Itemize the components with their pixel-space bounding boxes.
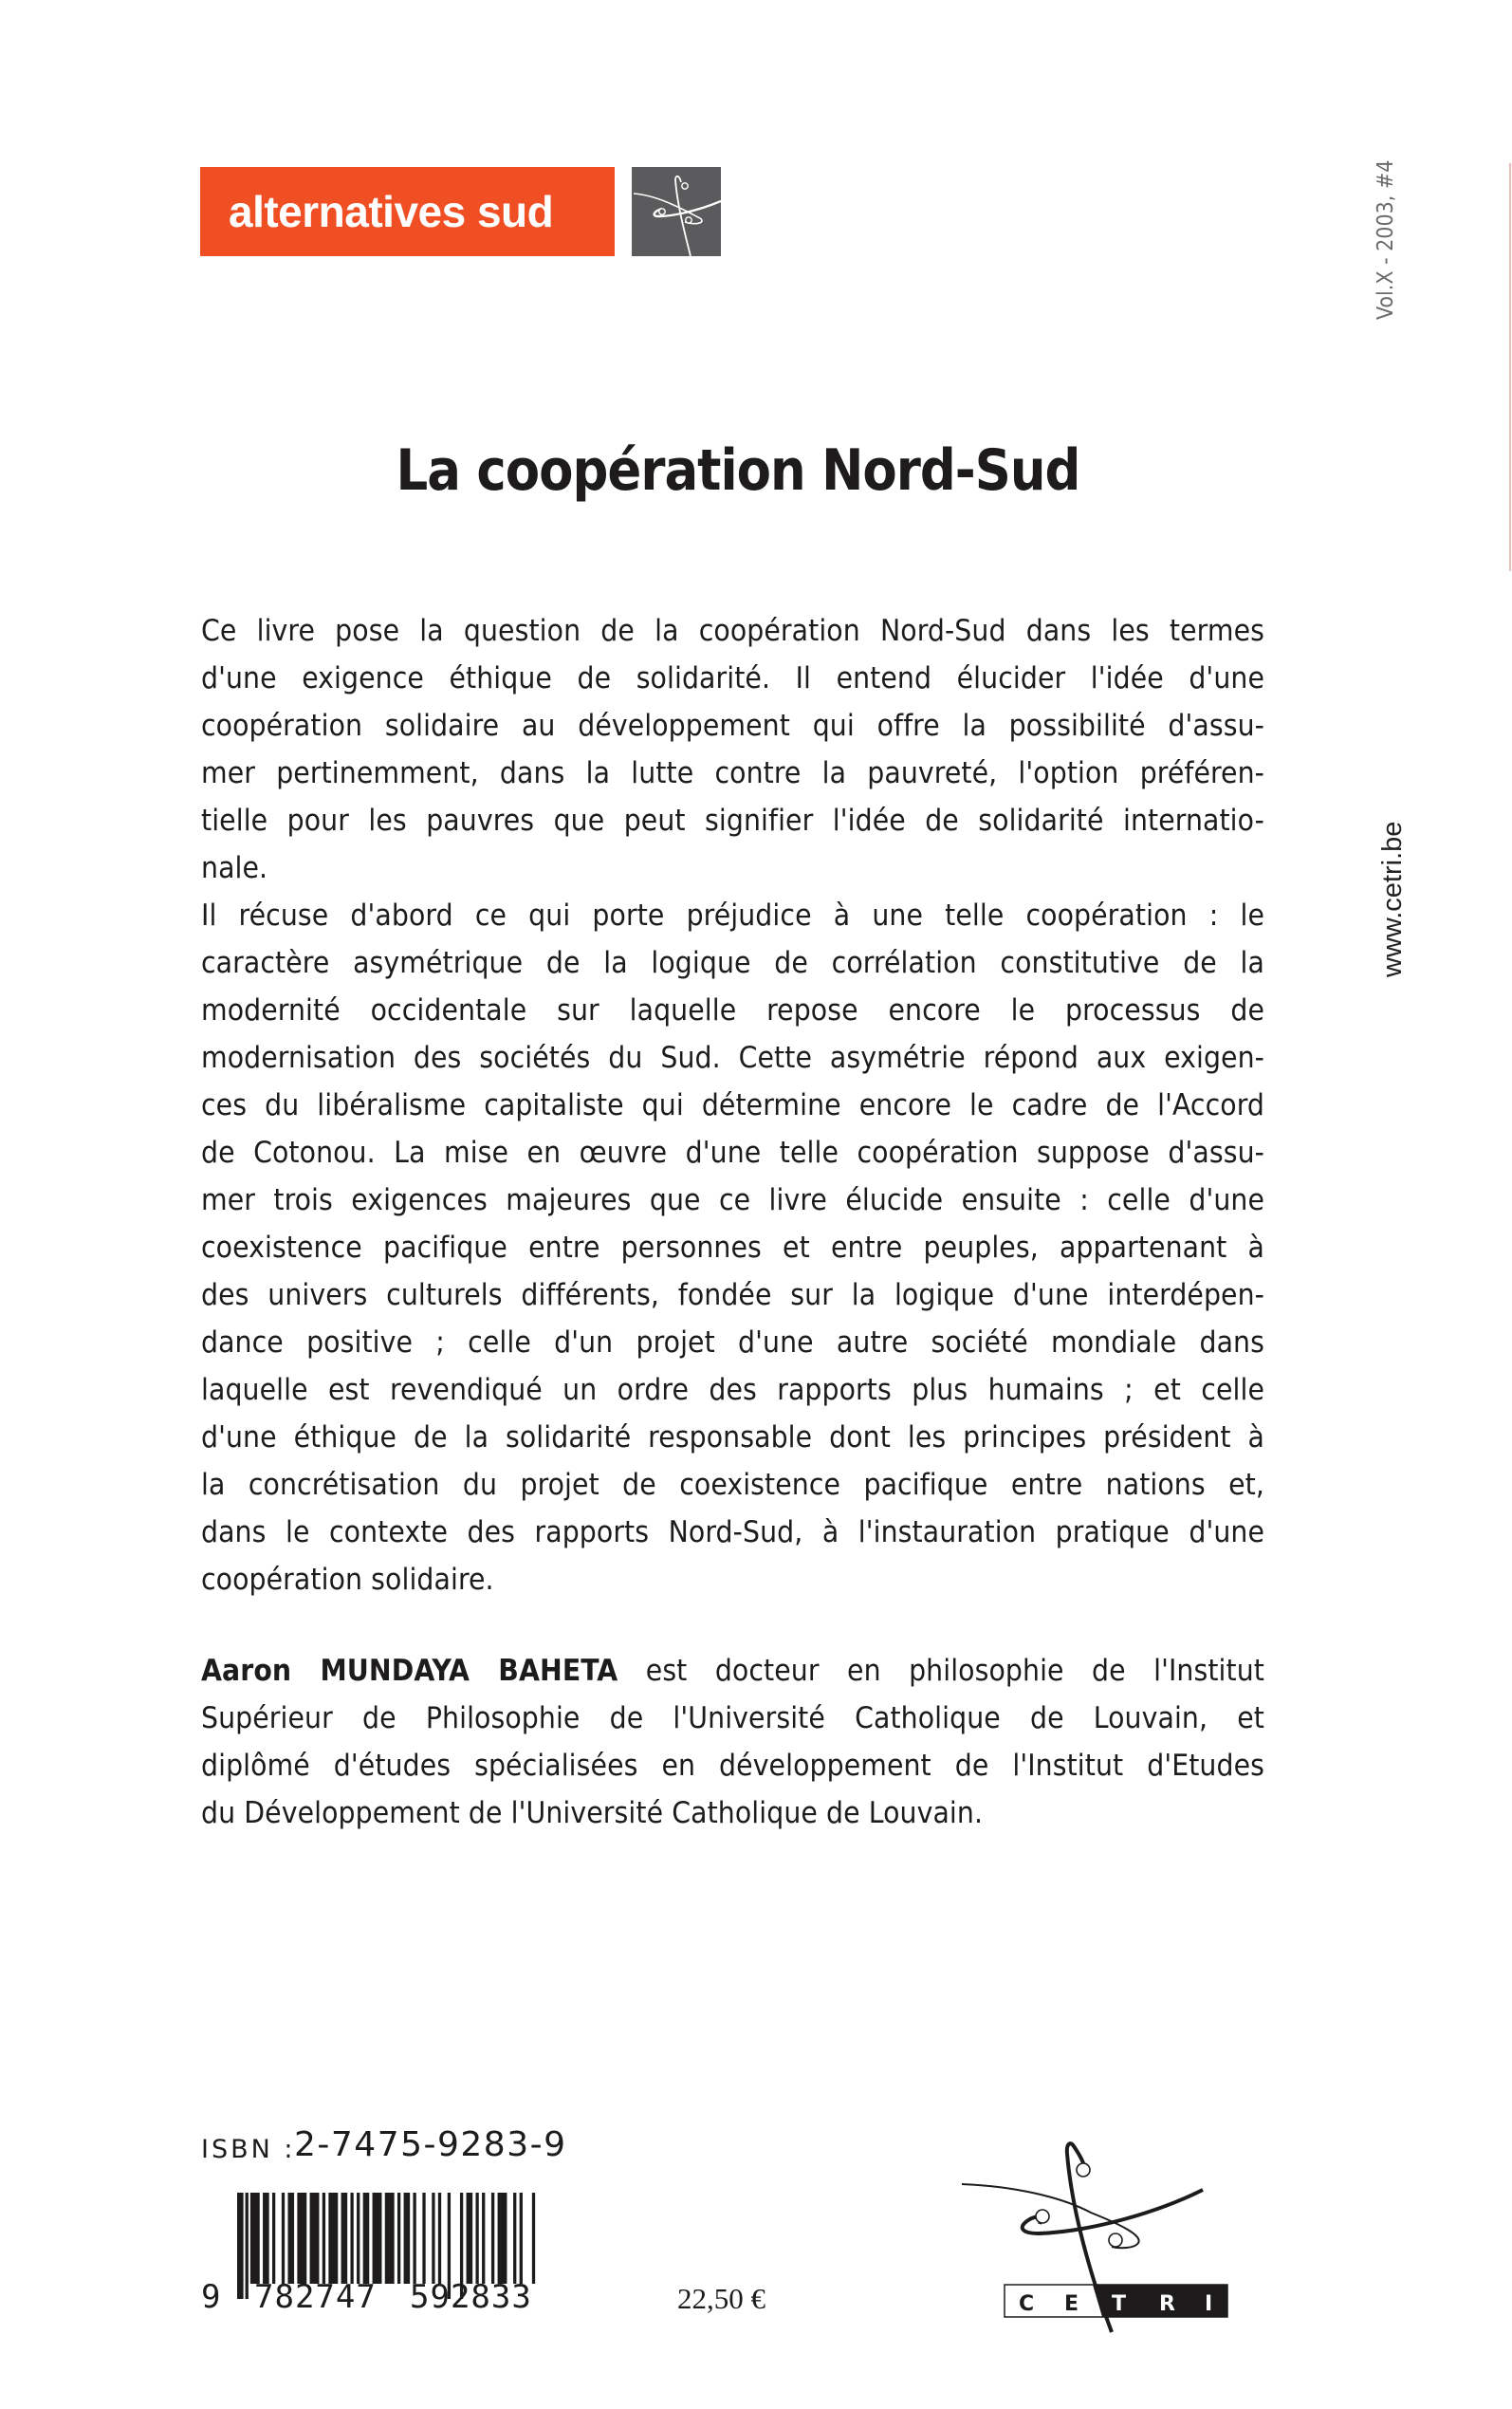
- blurb-line: modernisation des sociétés du Sud. Cette asymétrie répond aux exigen-: [201, 1041, 1264, 1075]
- blurb-line: coopération solidaire au développement qui offre la possibilité d'assu-: [201, 709, 1264, 743]
- website-label: www.cetri.be: [1377, 821, 1408, 977]
- cetri-letter: E: [1064, 2292, 1079, 2316]
- isbn-label: ISBN :: [201, 2135, 296, 2164]
- blurb-line: coexistence pacifique entre personnes et entre peuples, appartenant à: [201, 1231, 1264, 1265]
- barcode-bar: [532, 2193, 535, 2284]
- bio-line: du Développement de l'Université Catholique de Louvain.: [201, 1796, 984, 1830]
- barcode-digits: [199, 2278, 579, 2316]
- author-name: Aaron MUNDAYA BAHETA: [201, 1654, 618, 1688]
- barcode-bar: [357, 2193, 360, 2284]
- barcode-bar: [341, 2193, 348, 2284]
- blurb-line: Il récuse d'abord ce qui porte préjudice à une telle coopération : le: [201, 899, 1264, 933]
- blurb-line: dance positive ; celle d'un projet d'une autre société mondiale dans: [201, 1325, 1264, 1360]
- barcode-bar: [438, 2193, 441, 2284]
- blurb-line: nale.: [201, 851, 268, 885]
- publisher-logo: [949, 2125, 1252, 2344]
- blurb-line: d'une éthique de la solidarité responsable dont les principes président à: [201, 1420, 1264, 1455]
- blurb-line: laquelle est revendiqué un ordre des rapports plus humains ; et celle: [201, 1373, 1264, 1407]
- barcode-bar: [520, 2193, 523, 2284]
- barcode-bar: [467, 2193, 473, 2284]
- cetri-letter: T: [1112, 2292, 1127, 2316]
- barcode-bar: [328, 2193, 338, 2284]
- price: 22,50 €: [677, 2282, 765, 2315]
- cetri-letter: C: [1019, 2292, 1035, 2316]
- barcode-bar: [432, 2193, 434, 2284]
- barcode-bar: [350, 2193, 353, 2284]
- barcode-digits-left: 782747: [254, 2278, 377, 2316]
- barcode-bar: [323, 2193, 325, 2284]
- barcode-bar: [363, 2193, 370, 2284]
- blurb-line: d'une exigence éthique de solidarité. Il entend élucider l'idée d'une: [201, 661, 1264, 695]
- barcode-digits-right: 592833: [410, 2278, 532, 2316]
- bio-line: diplômé d'études spécialisées en développement de l'Institut d'Etudes: [201, 1749, 1264, 1783]
- barcode-bar: [491, 2193, 494, 2284]
- barcode-bar: [475, 2193, 478, 2284]
- barcode-bar: [310, 2193, 320, 2284]
- blurb-line: de Cotonou. La mise en œuvre d'une telle coopération suppose d'assu-: [201, 1136, 1264, 1170]
- cetri-letter: I: [1205, 2292, 1213, 2316]
- barcode-bar: [263, 2193, 269, 2284]
- blurb-line: mer pertinemment, dans la lutte contre la pauvreté, l'option préféren-: [201, 756, 1264, 790]
- barcode-bar: [272, 2193, 275, 2284]
- barcode-bar: [498, 2193, 507, 2284]
- series-name: alternatives sud: [229, 187, 554, 236]
- book-title: La coopération Nord-Sud: [396, 437, 1080, 504]
- blurb-line: des univers culturels différents, fondée sur la logique d'une interdépen-: [201, 1278, 1264, 1312]
- barcode-bar: [413, 2193, 415, 2284]
- blurb-line: la concrétisation du projet de coexistence pacifique entre nations et,: [201, 1468, 1264, 1502]
- blurb-line: coopération solidaire.: [201, 1563, 494, 1597]
- blurb-line: modernité occidentale sur laquelle repose encore le processus de: [201, 993, 1264, 1028]
- barcode-bar: [250, 2193, 260, 2284]
- author-bio: [201, 1647, 1264, 1837]
- barcode-bar: [297, 2193, 306, 2284]
- barcode-bar: [385, 2193, 395, 2284]
- barcode-bar: [287, 2193, 294, 2284]
- barcode-bar: [513, 2193, 516, 2284]
- barcode-bar: [282, 2193, 285, 2284]
- blurb-line: ces du libéralisme capitaliste qui détermine encore le cadre de l'Accord: [201, 1088, 1264, 1122]
- barcode-bar: [373, 2193, 382, 2284]
- blurb-paragraph: [201, 607, 1264, 1603]
- blurb-line: Ce livre pose la question de la coopération Nord-Sud dans les termes: [201, 614, 1264, 648]
- blurb-line: dans le contexte des rapports Nord-Sud, à l'instauration pratique d'une: [201, 1515, 1264, 1549]
- isbn-number: 2-7475-9283-9: [294, 2125, 567, 2164]
- series-logo: [200, 167, 615, 256]
- blurb-line: caractère asymétrique de la logique de corrélation constitutive de la: [201, 946, 1264, 980]
- bio-line: [201, 1647, 1264, 1695]
- barcode-bar: [482, 2193, 485, 2284]
- volume-label: Vol.X - 2003, #4: [1374, 159, 1398, 320]
- atom-swirl-icon: [632, 167, 721, 256]
- spine-edge-divider: [1509, 163, 1511, 571]
- barcode-digit-lead: 9: [201, 2278, 221, 2316]
- bio-line: Supérieur de Philosophie de l'Université Catholique de Louvain, et: [201, 1701, 1264, 1735]
- blurb-line: mer trois exigences majeures que ce livre élucide ensuite : celle d'une: [201, 1183, 1264, 1217]
- bio-first-line-text: est docteur en philosophie de l'Institut: [618, 1654, 1264, 1688]
- blurb-line: tielle pour les pauvres que peut signifier l'idée de solidarité internatio-: [201, 804, 1264, 838]
- barcode-bar: [404, 2193, 411, 2284]
- cetri-letter: R: [1159, 2292, 1175, 2316]
- barcode-bar: [397, 2193, 400, 2284]
- barcode-bar: [422, 2193, 425, 2284]
